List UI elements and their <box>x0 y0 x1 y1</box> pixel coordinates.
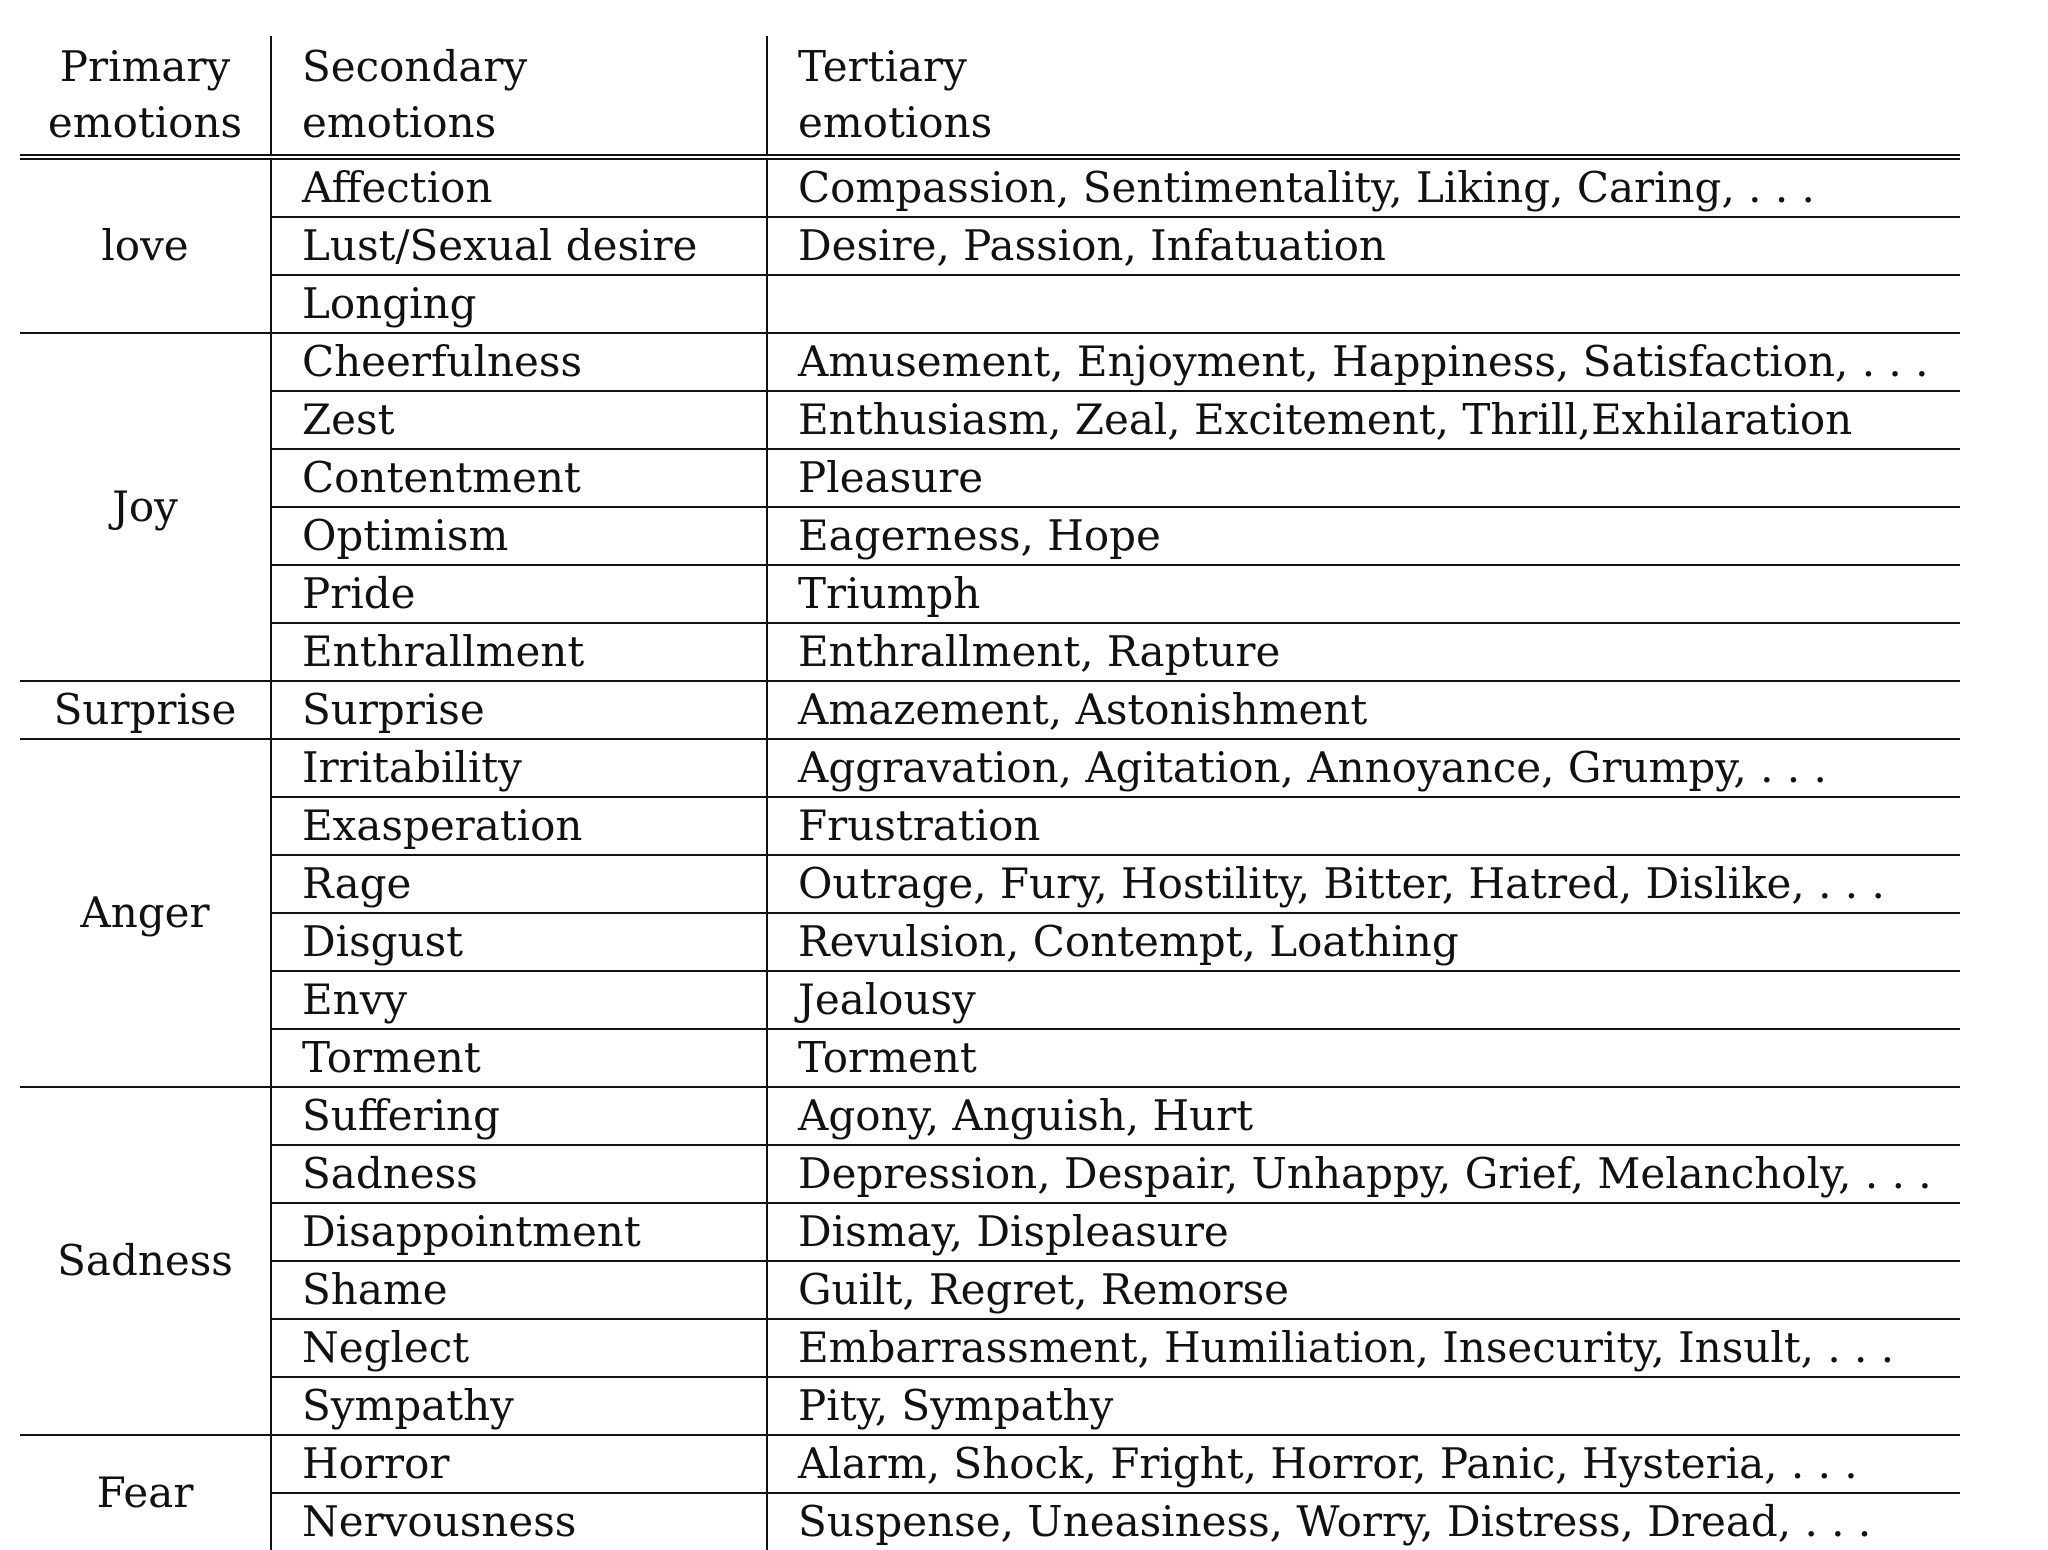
header-tertiary <box>767 36 1960 157</box>
secondary-emotion-cell: Optimism <box>271 507 767 565</box>
table-row <box>20 333 1960 391</box>
secondary-emotion-cell: Contentment <box>271 449 767 507</box>
header-tertiary-line-1: Tertiary <box>798 42 967 91</box>
table-row <box>20 1087 1960 1145</box>
table-row <box>20 275 1960 333</box>
primary-emotion-cell: Joy <box>20 333 271 681</box>
secondary-emotion-cell: Horror <box>271 1435 767 1493</box>
emotions-table <box>20 36 1960 1550</box>
tertiary-emotions-cell: Triumph <box>767 565 1960 623</box>
emotions-table-container <box>20 36 1960 1550</box>
table-row <box>20 217 1960 275</box>
table-row <box>20 1493 1960 1550</box>
secondary-emotion-cell: Disappointment <box>271 1203 767 1261</box>
table-row <box>20 971 1960 1029</box>
tertiary-emotions-cell: Desire, Passion, Infatuation <box>767 217 1960 275</box>
table-row <box>20 1145 1960 1203</box>
secondary-emotion-cell: Exasperation <box>271 797 767 855</box>
tertiary-emotions-cell: Dismay, Displeasure <box>767 1203 1960 1261</box>
table-header <box>20 36 1960 157</box>
header-tertiary-line-2: emotions <box>798 98 993 147</box>
table-row <box>20 1261 1960 1319</box>
secondary-emotion-cell: Pride <box>271 565 767 623</box>
table-row <box>20 1203 1960 1261</box>
table-body <box>20 157 1960 1550</box>
tertiary-emotions-cell: Depression, Despair, Unhappy, Grief, Melancholy, . . . <box>767 1145 1960 1203</box>
secondary-emotion-cell: Enthrallment <box>271 623 767 681</box>
secondary-emotion-cell: Zest <box>271 391 767 449</box>
secondary-emotion-cell: Affection <box>271 157 767 217</box>
tertiary-emotions-cell: Amusement, Enjoyment, Happiness, Satisfaction, . . . <box>767 333 1960 391</box>
primary-emotion-cell: Sadness <box>20 1087 271 1435</box>
table-row <box>20 1029 1960 1087</box>
primary-emotion-cell: Anger <box>20 739 271 1087</box>
secondary-emotion-cell: Disgust <box>271 913 767 971</box>
table-row <box>20 157 1960 217</box>
tertiary-emotions-cell: Eagerness, Hope <box>767 507 1960 565</box>
tertiary-emotions-cell: Compassion, Sentimentality, Liking, Caring, . . . <box>767 157 1960 217</box>
secondary-emotion-cell: Envy <box>271 971 767 1029</box>
primary-emotion-cell: love <box>20 157 271 333</box>
tertiary-emotions-cell: Enthrallment, Rapture <box>767 623 1960 681</box>
header-primary-line-1: Primary <box>59 42 231 91</box>
tertiary-emotions-cell: Torment <box>767 1029 1960 1087</box>
header-secondary <box>271 36 767 157</box>
secondary-emotion-cell: Torment <box>271 1029 767 1087</box>
secondary-emotion-cell: Nervousness <box>271 1493 767 1550</box>
primary-emotion-cell: Surprise <box>20 681 271 739</box>
secondary-emotion-cell: Sadness <box>271 1145 767 1203</box>
header-primary-line-2: emotions <box>47 98 243 147</box>
table-row <box>20 1319 1960 1377</box>
table-row <box>20 391 1960 449</box>
tertiary-emotions-cell: Enthusiasm, Zeal, Excitement, Thrill,Exhilaration <box>767 391 1960 449</box>
tertiary-emotions-cell: Embarrassment, Humiliation, Insecurity, Insult, . . . <box>767 1319 1960 1377</box>
tertiary-emotions-cell: Agony, Anguish, Hurt <box>767 1087 1960 1145</box>
secondary-emotion-cell: Shame <box>271 1261 767 1319</box>
tertiary-emotions-cell: Guilt, Regret, Remorse <box>767 1261 1960 1319</box>
header-secondary-line-2: emotions <box>302 98 497 147</box>
secondary-emotion-cell: Lust/Sexual desire <box>271 217 767 275</box>
table-row <box>20 797 1960 855</box>
tertiary-emotions-cell: Frustration <box>767 797 1960 855</box>
table-row <box>20 1377 1960 1435</box>
tertiary-emotions-cell: Outrage, Fury, Hostility, Bitter, Hatred, Dislike, . . . <box>767 855 1960 913</box>
header-row <box>20 36 1960 157</box>
table-row <box>20 449 1960 507</box>
table-row <box>20 913 1960 971</box>
secondary-emotion-cell: Sympathy <box>271 1377 767 1435</box>
secondary-emotion-cell: Surprise <box>271 681 767 739</box>
secondary-emotion-cell: Longing <box>271 275 767 333</box>
tertiary-emotions-cell: Revulsion, Contempt, Loathing <box>767 913 1960 971</box>
secondary-emotion-cell: Neglect <box>271 1319 767 1377</box>
table-row <box>20 855 1960 913</box>
header-secondary-line-1: Secondary <box>302 42 528 91</box>
tertiary-emotions-cell: Amazement, Astonishment <box>767 681 1960 739</box>
secondary-emotion-cell: Irritability <box>271 739 767 797</box>
tertiary-emotions-cell: Aggravation, Agitation, Annoyance, Grumpy, . . . <box>767 739 1960 797</box>
secondary-emotion-cell: Suffering <box>271 1087 767 1145</box>
secondary-emotion-cell: Rage <box>271 855 767 913</box>
table-row <box>20 565 1960 623</box>
tertiary-emotions-cell: Alarm, Shock, Fright, Horror, Panic, Hysteria, . . . <box>767 1435 1960 1493</box>
table-row <box>20 1435 1960 1493</box>
tertiary-emotions-cell <box>767 275 1960 333</box>
tertiary-emotions-cell: Suspense, Uneasiness, Worry, Distress, Dread, . . . <box>798 1497 1872 1546</box>
table-row <box>20 739 1960 797</box>
tertiary-emotions-cell: Pleasure <box>767 449 1960 507</box>
tertiary-emotions-cell: Jealousy <box>767 971 1960 1029</box>
header-primary <box>20 36 271 157</box>
table-row <box>20 681 1960 739</box>
table-row <box>20 623 1960 681</box>
primary-emotion-cell: Fear <box>20 1435 271 1550</box>
secondary-emotion-cell: Cheerfulness <box>271 333 767 391</box>
tertiary-emotions-cell: Pity, Sympathy <box>767 1377 1960 1435</box>
table-row <box>20 507 1960 565</box>
